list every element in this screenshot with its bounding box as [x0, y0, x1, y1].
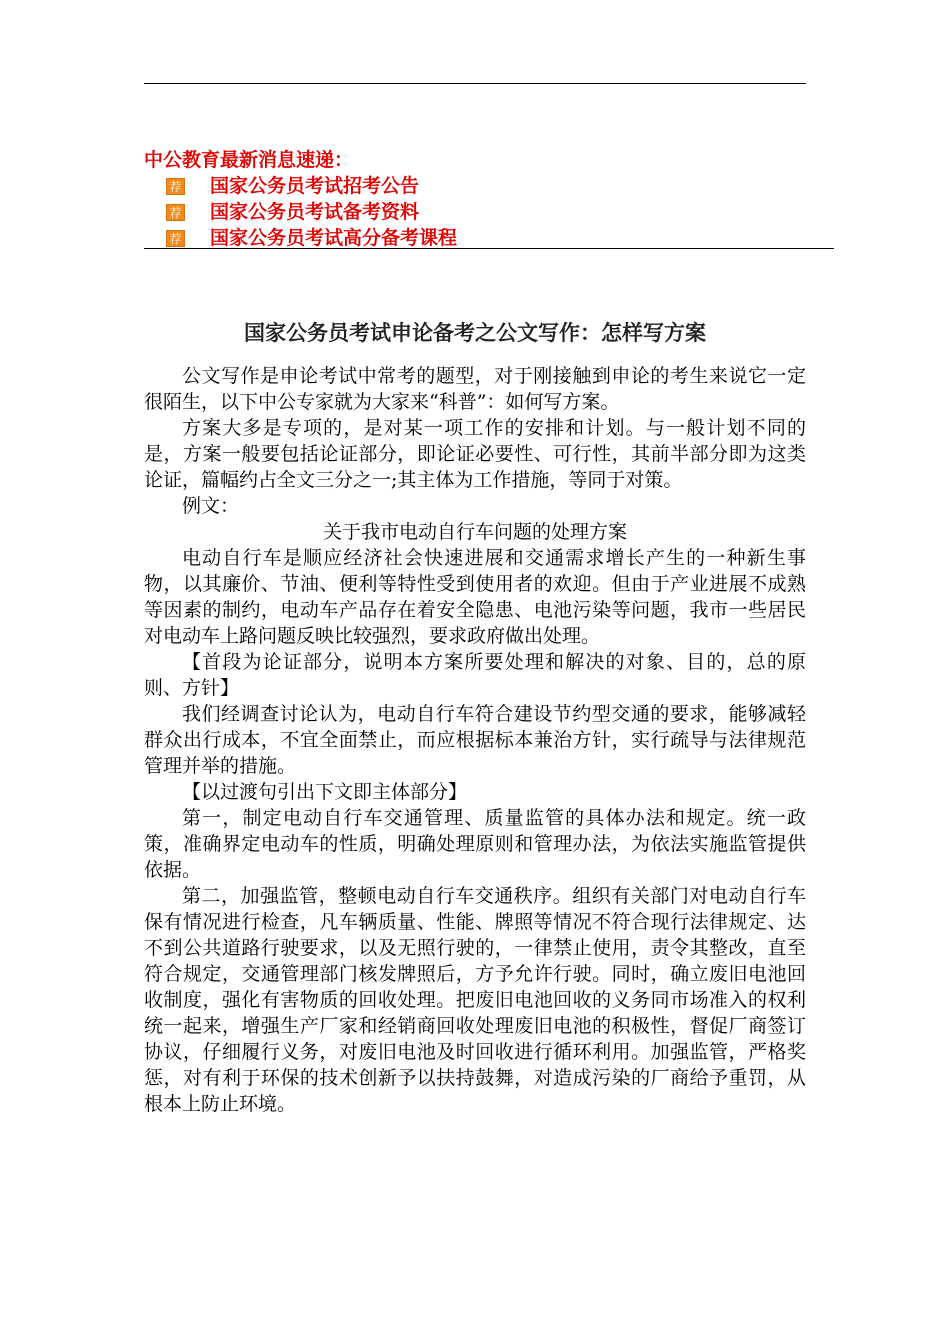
- news-title: 中公教育最新消息速递：: [144, 149, 354, 171]
- annotation: 【首段为论证部分，说明本方案所要处理和解决的对象、目的，总的原则、方针】: [144, 651, 806, 699]
- recommend-badge-icon: 荐: [166, 178, 185, 195]
- news-block: [144, 148, 844, 251]
- news-item[interactable]: [144, 199, 844, 225]
- section-rule: [144, 248, 834, 249]
- paragraph: 第二，加强监管，整顿电动自行车交通秩序。组织有关部门对电动自行车保有情况进行检查，凡车辆质量、性能、牌照等情况不符合现行法律规定、达不到公共道路行驶要求，以及无照行驶的，一律禁止使用，责令其整改，直至符合规定，交通管理部门核发牌照后，方予允许行驶。同时，确立废旧电池回收制度，强化有害物质的回收处理。把废旧电池回收的义务同市场准入的权利统一起来，增强生产厂家和经销商回收处理废旧电池的积极性，督促厂商签订协议，仔细履行义务，对废旧电池及时回收进行循环利用。加强监管，严格奖惩，对有利于环保的技术创新予以扶持鼓舞，对造成污染的厂商给予重罚，从根本上防止环境。: [144, 885, 806, 1115]
- news-link-announcement[interactable]: 国家公务员考试招考公告: [210, 175, 420, 197]
- news-link-materials[interactable]: 国家公务员考试备考资料: [210, 201, 420, 223]
- example-title: 关于我市电动自行车问题的处理方案: [322, 521, 627, 543]
- annotation: 【以过渡句引出下文即主体部分】: [182, 781, 468, 803]
- paragraph: 公文写作是申论考试中常考的题型，对于刚接触到申论的考生来说它一定很陌生，以下中公专家就为大家来“科普”：如何写方案。: [144, 365, 806, 413]
- recommend-badge-icon: 荐: [166, 204, 185, 221]
- paragraph: 电动自行车是顺应经济社会快速进展和交通需求增长产生的一种新生事物，以其廉价、节油、便利等特性受到使用者的欢迎。但由于产业进展不成熟等因素的制约，电动车产品存在着安全隐患、电池污染等问题，我市一些居民对电动车上路问题反映比较强烈，要求政府做出处理。: [144, 547, 806, 647]
- news-link-courses[interactable]: 国家公务员考试高分备考课程: [210, 227, 458, 249]
- paragraph: 例文：: [182, 495, 240, 517]
- recommend-badge-icon: 荐: [166, 230, 185, 247]
- document-body: [144, 363, 806, 1117]
- paragraph: 第一，制定电动自行车交通管理、质量监管的具体办法和规定。统一政策，准确界定电动车的性质，明确处理原则和管理办法，为依法实施监管提供依据。: [144, 807, 806, 881]
- paragraph: 我们经调查讨论认为，电动自行车符合建设节约型交通的要求，能够减轻群众出行成本，不宜全面禁止，而应根据标本兼治方针，实行疏导与法律规范管理并举的措施。: [144, 703, 806, 777]
- document-title: 国家公务员考试申论备考之公文写作：怎样写方案: [244, 321, 706, 345]
- paragraph: 方案大多是专项的，是对某一项工作的安排和计划。与一般计划不同的是，方案一般要包括论证部分，即论证必要性、可行性，其前半部分即为这类论证，篇幅约占全文三分之一;其主体为工作措施，等同于对策。: [144, 417, 806, 491]
- news-item[interactable]: [144, 173, 844, 199]
- header-rule: [144, 83, 806, 84]
